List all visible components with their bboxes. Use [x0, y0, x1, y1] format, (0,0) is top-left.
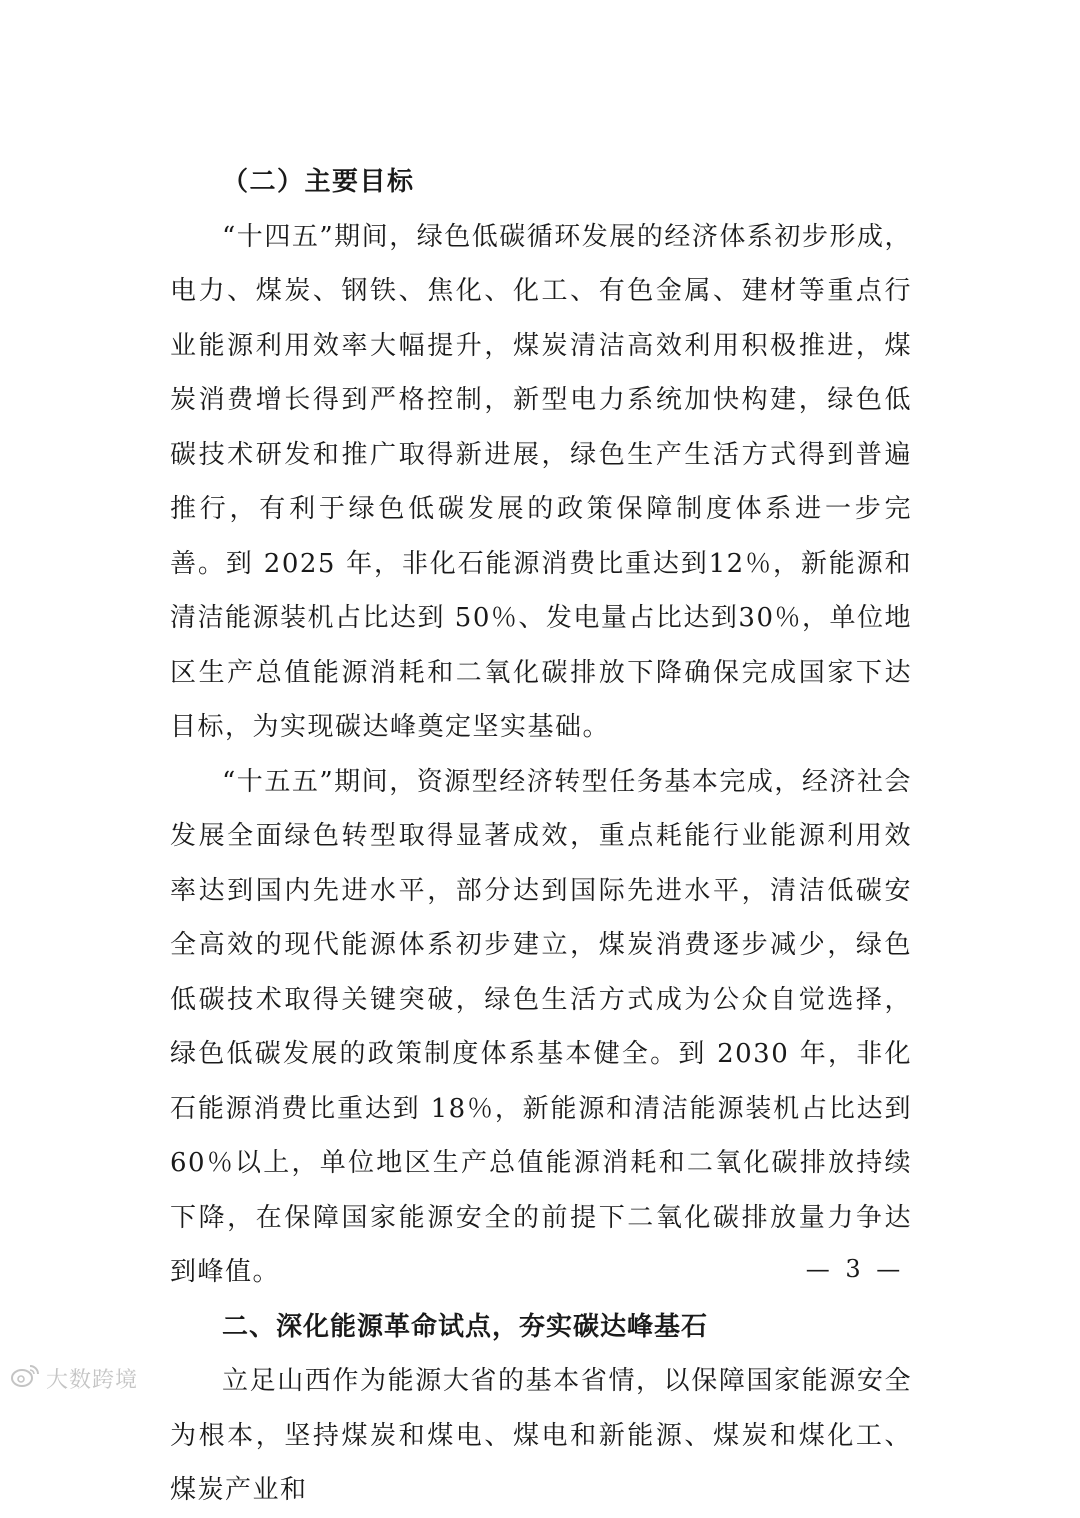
watermark — [10, 1362, 138, 1394]
weibo-logo-icon — [10, 1362, 40, 1394]
closing-paragraph: 立足山西作为能源大省的基本省情，以保障国家能源安全为根本，坚持煤炭和煤电、煤电和新能源、煤炭和煤化工、煤炭产业和 — [170, 1366, 912, 1505]
paragraph-14th-five-year: “十四五”期间，绿色低碳循环发展的经济体系初步形成，电力、煤炭、钢铁、焦化、化工、有色金属、建材等重点行业能源利用效率大幅提升，煤炭清洁高效利用积极推进，煤炭消费增长得到严格控制，新型电力系统加快构建，绿色低碳技术研发和推广取得新进展，绿色生产生活方式得到普遍推行，有利于绿色低碳发展的政策保障制度体系进一步完善。到 2025 年，非化石能源消费比重达到12％，新能源和清洁能源装机占比达到 50％、发电量占比达到30％，单位地区生产总值能源消耗和二氧化碳排放下降确保完成国家下达目标，为实现碳达峰奠定坚实基础。 — [170, 221, 912, 742]
page-number: — 3 — — [805, 1255, 905, 1283]
paragraph-15th-five-year: “十五五”期间，资源型经济转型任务基本完成，经济社会发展全面绿色转型取得显著成效，重点耗能行业能源利用效率达到国内先进水平，部分达到国际先进水平，清洁低碳安全高效的现代能源体系初步建立，煤炭消费逐步减少，绿色低碳技术取得关键突破，绿色生活方式成为公众自觉选择，绿色低碳发展的政策制度体系基本健全。到 2030 年，非化石能源消费比重达到 18％，新能源和清洁能源装机占比达到 60％以上，单位地区生产总值能源消耗和二氧化碳排放持续下降，在保障国家能源安全的前提下二氧化碳排放量力争达到峰值。 — [170, 766, 912, 1287]
chapter-heading: 二、深化能源革命试点，夯实碳达峰基石 — [222, 1311, 709, 1342]
watermark-text: 大数跨境 — [46, 1367, 139, 1393]
section-heading: （二）主要目标 — [222, 167, 415, 197]
document-body — [170, 155, 912, 1518]
